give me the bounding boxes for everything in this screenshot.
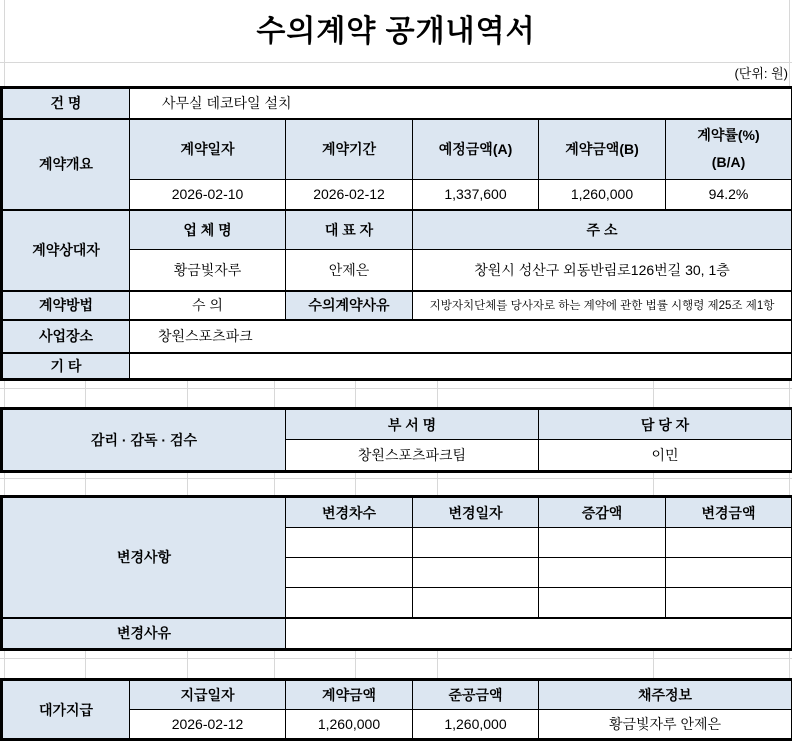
unit-note: (단위: 원) bbox=[734, 66, 788, 81]
changes-cell bbox=[286, 528, 413, 558]
changes-cell bbox=[539, 588, 666, 618]
overview-header-amount: 계약금액(B) bbox=[539, 119, 666, 180]
contract-name-value: 사무실 데코타일 설치 bbox=[130, 88, 792, 119]
payment-value-contract-amount: 1,260,000 bbox=[286, 710, 413, 740]
change-reason-value bbox=[286, 618, 792, 650]
sheet-gridline bbox=[653, 378, 654, 407]
party-section-label: 계약상대자 bbox=[2, 210, 130, 291]
changes-cell bbox=[539, 528, 666, 558]
sheet-gridline bbox=[85, 378, 86, 407]
sheet-gridline bbox=[355, 648, 356, 678]
payment-value-date: 2026-02-12 bbox=[130, 710, 286, 740]
sheet-gridline bbox=[789, 378, 790, 407]
sheet-gridline bbox=[187, 648, 188, 678]
sheet-gridline bbox=[4, 648, 5, 678]
page-title: 수의계약 공개내역서 bbox=[256, 15, 536, 48]
reason-value: 지방자치단체를 당사자로 하는 계약에 관한 법률 시행령 제25조 제1항 bbox=[413, 291, 792, 320]
etc-value bbox=[130, 353, 792, 380]
reason-label: 수의계약사유 bbox=[286, 291, 413, 320]
inspection-header-dept: 부 서 명 bbox=[286, 409, 539, 440]
sheet-gridline bbox=[274, 648, 275, 678]
sheet-gridline bbox=[274, 470, 275, 495]
overview-header-rate bbox=[666, 119, 792, 180]
contract-summary-table bbox=[0, 86, 792, 381]
payment-header-contract-amount: 계약금액 bbox=[286, 680, 413, 710]
changes-cell bbox=[286, 588, 413, 618]
gridline-band-1 bbox=[0, 378, 792, 407]
party-header-ceo: 대 표 자 bbox=[286, 210, 413, 250]
etc-label: 기 타 bbox=[2, 353, 130, 380]
party-value-company: 황금빛자루 bbox=[130, 250, 286, 291]
overview-value-planned: 1,337,600 bbox=[413, 180, 539, 210]
party-header-company: 업 체 명 bbox=[130, 210, 286, 250]
sheet-gridline bbox=[85, 648, 86, 678]
payment-table bbox=[0, 678, 792, 741]
overview-header-date: 계약일자 bbox=[130, 119, 286, 180]
overview-header-planned: 예정금액(A) bbox=[413, 119, 539, 180]
inspection-value-person: 이민 bbox=[539, 440, 792, 472]
sheet-gridline bbox=[85, 470, 86, 495]
changes-cell bbox=[413, 528, 539, 558]
overview-value-period: 2026-02-12 bbox=[286, 180, 413, 210]
sheet-gridline bbox=[437, 470, 438, 495]
overview-value-date: 2026-02-10 bbox=[130, 180, 286, 210]
sheet-gridline bbox=[4, 470, 5, 495]
payment-value-completion-amount: 1,260,000 bbox=[413, 710, 539, 740]
sheet-gridline bbox=[0, 388, 792, 389]
overview-section-label: 계약개요 bbox=[2, 119, 130, 210]
changes-header-date: 변경일자 bbox=[413, 497, 539, 528]
overview-value-rate: 94.2% bbox=[666, 180, 792, 210]
sheet-gridline bbox=[437, 648, 438, 678]
party-value-ceo: 안제은 bbox=[286, 250, 413, 291]
change-reason-label: 변경사유 bbox=[2, 618, 286, 650]
sheet-gridline bbox=[187, 470, 188, 495]
gridline-band-2 bbox=[0, 470, 792, 495]
changes-cell bbox=[413, 588, 539, 618]
sheet-gridline bbox=[789, 470, 790, 495]
sheet-gridline bbox=[789, 648, 790, 678]
inspection-header-person: 담 당 자 bbox=[539, 409, 792, 440]
inspection-section-label: 감리 · 감독 · 검수 bbox=[2, 409, 286, 472]
changes-cell bbox=[286, 558, 413, 588]
payment-header-creditor: 채주정보 bbox=[539, 680, 792, 710]
changes-section-label: 변경사항 bbox=[2, 497, 286, 618]
rate-header-line2: (B/A) bbox=[711, 154, 746, 171]
method-value: 수 의 bbox=[130, 291, 286, 320]
changes-cell bbox=[666, 588, 792, 618]
changes-header-order: 변경차수 bbox=[286, 497, 413, 528]
sheet-gridline bbox=[355, 470, 356, 495]
site-value: 창원스포츠파크 bbox=[130, 320, 792, 353]
payment-header-date: 지급일자 bbox=[130, 680, 286, 710]
overview-value-amount: 1,260,000 bbox=[539, 180, 666, 210]
method-label: 계약방법 bbox=[2, 291, 130, 320]
site-label: 사업장소 bbox=[2, 320, 130, 353]
changes-cell bbox=[539, 558, 666, 588]
changes-cell bbox=[413, 558, 539, 588]
sheet-gridline bbox=[0, 658, 792, 659]
sheet-gridline bbox=[187, 378, 188, 407]
party-value-address: 창원시 성산구 외동반림로126번길 30, 1층 bbox=[413, 250, 792, 291]
gridline-band-3 bbox=[0, 648, 792, 678]
rate-header-line1: 계약률(%) bbox=[697, 127, 760, 144]
sheet-gridline bbox=[355, 378, 356, 407]
inspection-table bbox=[0, 407, 792, 473]
sheet-gridline bbox=[4, 378, 5, 407]
payment-value-creditor: 황금빛자루 안제은 bbox=[539, 710, 792, 740]
sheet-gridline bbox=[0, 478, 792, 479]
sheet-gridline bbox=[653, 648, 654, 678]
changes-header-amount: 변경금액 bbox=[666, 497, 792, 528]
inspection-value-dept: 창원스포츠파크팀 bbox=[286, 440, 539, 472]
changes-cell bbox=[666, 528, 792, 558]
party-header-address: 주 소 bbox=[413, 210, 792, 250]
sheet-gridline bbox=[437, 378, 438, 407]
sheet-gridline bbox=[274, 378, 275, 407]
sheet-gridline bbox=[653, 470, 654, 495]
payment-header-completion-amount: 준공금액 bbox=[413, 680, 539, 710]
payment-section-label: 대가지급 bbox=[2, 680, 130, 740]
overview-header-period: 계약기간 bbox=[286, 119, 413, 180]
changes-table bbox=[0, 495, 792, 651]
contract-name-label: 건 명 bbox=[2, 88, 130, 119]
changes-header-delta: 증감액 bbox=[539, 497, 666, 528]
changes-cell bbox=[666, 558, 792, 588]
